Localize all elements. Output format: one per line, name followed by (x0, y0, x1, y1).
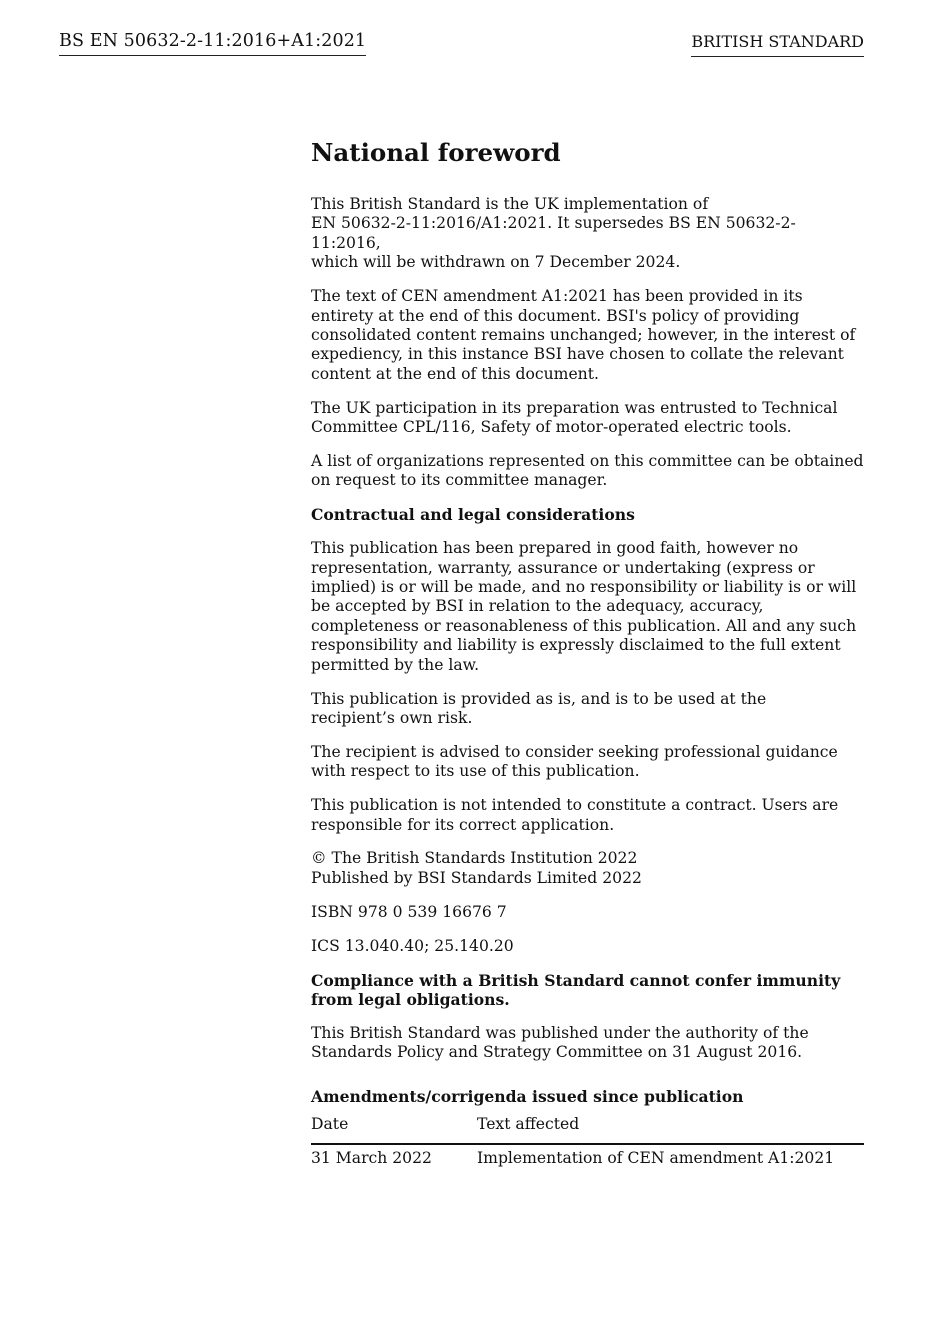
publisher-line: Published by BSI Standards Limited 2022 (311, 868, 642, 887)
copyright-line: © The British Standards Institution 2022 (311, 849, 638, 868)
isbn: ISBN 978 0 539 16676 7 (311, 902, 507, 921)
intro-paragraph (311, 195, 864, 273)
guidance-paragraph: The recipient is advised to consider seeking professional guidance with respect to its use of this publication. (311, 742, 838, 781)
legal-heading: Contractual and legal considerations (311, 505, 635, 525)
organizations-paragraph: A list of organizations represented on this committee can be obtained on request to its committee manager. (311, 451, 864, 490)
amendments-table (311, 1115, 864, 1168)
contract-paragraph: This publication is not intended to constitute a contract. Users are responsible for its correct application. (311, 796, 839, 834)
document-number: BS EN 50632-2-11:2016+A1:2021 (59, 31, 366, 56)
authority-line: This British Standard was published under the authority of the (311, 1023, 809, 1042)
amendments-title: Amendments/corrigenda issued since publication (311, 1086, 744, 1106)
table-header-row (311, 1115, 864, 1143)
ics: ICS 13.040.40; 25.140.20 (311, 936, 514, 955)
compliance-notice: Compliance with a British Standard cannot confer immunity from legal obligations. (311, 970, 841, 1009)
intro-line: EN 50632-2-11:2016/A1:2021. It supersedes BS EN 50632-2-11:2016, (311, 214, 796, 252)
amendment-date: 31 March 2022 (311, 1148, 432, 1167)
amendment-text: Implementation of CEN amendment A1:2021 (477, 1148, 835, 1167)
amendment-note-paragraph: The text of CEN amendment A1:2021 has been provided in its entirety at the end of this document. BSI's policy of providing consolidated content remains unchanged; however, in the interest of expediency, in this instance BSI have chosen to collate the relevant content at the end of this document. (311, 287, 856, 383)
legal-paragraph: This publication has been prepared in good faith, however no representation, warranty, assurance or undertaking (express or implied) is or will be made, and no responsibility or liability is or will be accepted by BSI in relation to the adequacy, accuracy, completeness or reasonableness of this publication. All and any such responsibility and liability is expressly disclaimed to the full extent permitted by the law. (311, 539, 857, 674)
participation-paragraph: The UK participation in its preparation was entrusted to Technical Committee CPL/116, Safety of motor-operated electric tools. (311, 398, 838, 437)
risk-line: recipient’s own risk. (311, 708, 473, 727)
copyright-paragraph (311, 849, 864, 888)
risk-line: This publication is provided as is, and is to be used at the (311, 689, 767, 708)
column-header-date: Date (311, 1115, 477, 1143)
risk-paragraph (311, 690, 864, 729)
column-header-text-affected: Text affected (477, 1115, 864, 1143)
standard-series-label: BRITISH STANDARD (691, 32, 864, 57)
page-title: National foreword (311, 138, 561, 167)
authority-paragraph (311, 1024, 864, 1063)
intro-line: This British Standard is the UK implementation of (311, 195, 709, 213)
foreword-content (311, 136, 864, 1168)
table-row (311, 1144, 864, 1168)
intro-line: which will be withdrawn on 7 December 2024. (311, 253, 681, 272)
authority-line: Standards Policy and Strategy Committee on 31 August 2016. (311, 1043, 803, 1062)
